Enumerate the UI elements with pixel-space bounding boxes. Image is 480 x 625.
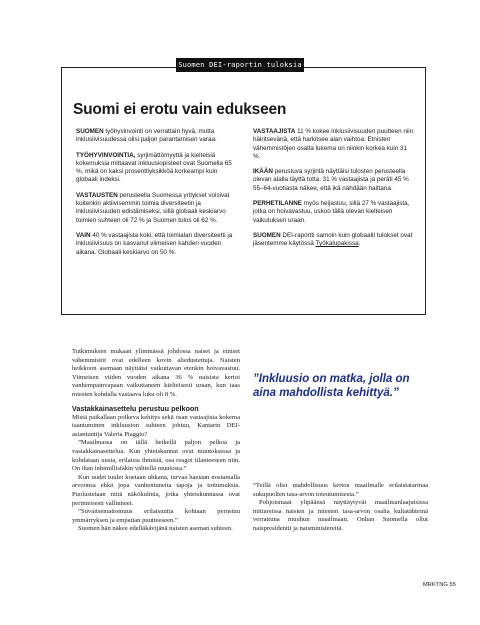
subheading: Vastakkainasettelu perustuu pelkoon [72,403,199,413]
result-item-text: 11 % kokee inklusiivisuuden puutteen niin häiritsevänä, että harkitsee alan vaihtoa. Etnisten vähemmistöjen osalta lukema on niinkin korkea kuin 31 %. [253,128,414,160]
results-box-tag: Suomen DEI-raportin tuloksia [176,58,304,72]
result-item [253,200,415,225]
result-item-tail: . [358,240,361,248]
result-item [253,232,415,249]
result-item-lead: IKÄÄN [253,168,273,176]
result-item-text: perustuva syrjintä näyttäisi tulosten perusteella olevan alalla täyttä totta. 31 % vastaajista ja peräti 45 % 55–64-vuotiasta näkee, että ikä nähdään haittana. [253,168,409,192]
paragraph: Kun uudet tuulet koetaan uhkana, turvaa haetaan nostamalla arvoonsa ehkä jopa vanhentuneita tapoja ja tottumuksia. Puolustetaan niitä näkökulmia, jotka yhteiskunnassa ovat perinteisesti vallinneet. [72,473,240,507]
paragraph: Tutkimuksen mukaan ylimmässä johdossa naiset ja etniset vähemmistöt ovat edelleen kovin aliedustettuja. Naisten heikkoon asemaan näyttäisi vaikuttavan etenkin hoivavastuu. Viimeisen viiden vuoden aikana 36 % naisista kertoi vanhempainvapaan vaikuttaneen kielteisesti uraan, kun taas miesten kohdalla vastaava luku oli 8 %. [72,348,240,398]
article-left-column [72,348,240,534]
result-item-lead: VASTAUSTEN [76,191,118,199]
toolkit-link[interactable]: Työkalupakissa [315,240,359,248]
result-item-lead: TYÖHYVINVOINTIA, [76,151,136,159]
paragraph: ”Suvaitsemattomuus erilaisuutta kohtaan perustuu ymmärryksen ja empatian puutteeseen.” [72,508,240,524]
result-item-text: perusteella Suomessa yritykset voisivat kuitenkin aktiivisemmin toimia diversiteetin ja inklusiivisuuden edistämiseksi, sillä globaali keskiarvo toimien suhteen oli 72 % ja Suomen tulos oli 62 %. [76,191,230,224]
pull-quote: ”Inkluusio on matka, jolla on aina mahdollista kehittyä.” [253,373,410,399]
results-left-column [76,128,238,264]
result-item-lead: PERHETILANNE [253,200,302,208]
paragraph: ”Teillä olisi mahdollisuus kertoa maailmalle erilaistatarinaa sukupuolten tasa-arvon toteutumisesta.” [253,482,428,498]
result-item-lead: SUOMEN [76,128,104,135]
result-item [76,232,238,257]
results-box-title: Suomi ei erotu vain edukseen [73,101,287,118]
paragraph: Mistä paikallaan polkeva kehitys sekä osan vastaajista kokema taantuminen inkluusion suhteen johtuu, Kantarin DEI-asiantuntija Valeria Piaggio? [72,413,240,438]
paragraph: Suomen hän näkee edelläkävijänä naisten aseman suhteen. [78,525,233,533]
result-item-text: DEI-raportti samoin kuin globaalit tulokset ovat jäsentemme käytössä [253,231,413,248]
page-footer: MRKTNG 55 [422,582,456,588]
result-item [253,168,415,193]
result-item-text: syrjimättömyyttä ja kielteisiä kokemuksia mittaavat inkluusiopisteet ovat Suomella 65 %, mikä on kaksi prosenttiyksikköä korkeampi kuin globaali indeksi. [76,151,232,184]
result-item-text: työhyvinvointi on verrattain hyvä, mutta inklusiivisuudessa olisi paljon parantamisen varaa. [76,128,217,144]
result-item [253,128,415,161]
paragraph: ”Maailmassa on tällä hetkellä paljon pelkoa ja vastakkainasettelua. Kun yhteiskunnat ovat muutoksessa ja kohdataan uusia, erilaisia ihmisiä, osa reagoi tilanteeseen niin. On ihan inhimillistäkin välttellä muutosta.” [72,439,240,473]
result-item-lead: VASTAAJISTA [253,128,296,135]
result-item [76,128,238,145]
result-item-text: myös heijastuu, sillä 27 % vastaajista, jotka on hoivavastuu, uskoo tällä olevan kielteisen vaikutuksen uraan. [253,200,410,224]
result-item-lead: VAIN [76,231,91,239]
paragraph: Pohjoismaat ylipäänsä näyttäytyvät maailmanlaajuisissa mittareissa naisten ja miesten tasa-arvon osalta kultatähteinä verrattuna muuhun maailmaan. Onhan Suomella ollut naispresidentti ja naisministereitä. [253,499,428,532]
results-right-column [253,128,415,256]
article-right-column [253,482,428,534]
result-item [76,192,238,225]
result-item-text: 40 % vastaajista koki, että toimialan diversiteetti ja inklusiivisuus on kasvanut viimeisen kahden vuoden aikana. Globaali keskiarvo on 50 %. [76,231,233,256]
result-item [76,152,238,185]
result-item-lead: SUOMEN [253,231,281,239]
